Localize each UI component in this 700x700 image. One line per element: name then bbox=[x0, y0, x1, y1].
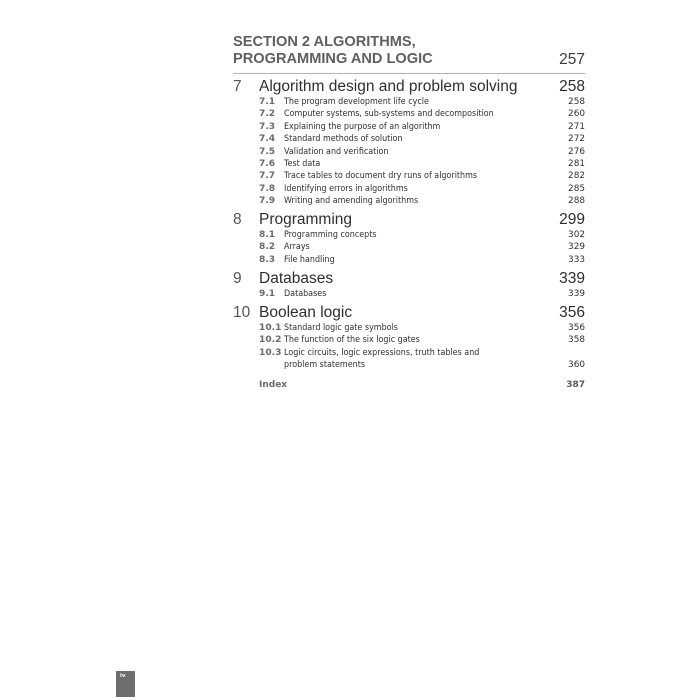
toc-entry[interactable] bbox=[233, 183, 585, 195]
subsection-number: 7.2 bbox=[259, 109, 276, 120]
toc-entry[interactable] bbox=[233, 121, 585, 133]
chapter-number: 7 bbox=[233, 78, 242, 95]
toc-entry[interactable] bbox=[233, 288, 585, 300]
subsection-page-number: 285 bbox=[568, 183, 585, 194]
chapter-number: 8 bbox=[233, 211, 242, 228]
chapter-7 bbox=[233, 78, 585, 208]
toc-entry[interactable] bbox=[233, 195, 585, 207]
chapter-page-number: 356 bbox=[559, 304, 585, 321]
subsection-title: Identifying errors in algorithms bbox=[284, 183, 408, 194]
subsection-number: 7.4 bbox=[259, 134, 276, 145]
toc-entry[interactable] bbox=[233, 322, 585, 334]
subsection-number: 10.1 bbox=[259, 323, 282, 333]
chapter-heading[interactable] bbox=[233, 211, 585, 229]
section-page-number: 257 bbox=[559, 51, 585, 68]
subsection-number: 7.7 bbox=[259, 171, 276, 182]
toc-entry[interactable] bbox=[233, 241, 585, 253]
subsection-page-number: 302 bbox=[568, 230, 585, 240]
subsection-title: Trace tables to document dry runs of algorithms bbox=[284, 171, 478, 182]
index-label: Index bbox=[259, 380, 288, 390]
subsection-title: Explaining the purpose of an algorithm bbox=[284, 121, 441, 132]
subsection-number: 7.9 bbox=[259, 196, 276, 207]
subsection-number: 7.6 bbox=[259, 159, 276, 170]
subsection-number: 7.5 bbox=[259, 146, 276, 157]
subsection-title: Validation and verification bbox=[284, 146, 389, 157]
index-entry[interactable] bbox=[259, 379, 585, 391]
subsection-title: Computer systems, sub-systems and decomposition bbox=[284, 109, 494, 120]
subsection-page-number: 339 bbox=[568, 289, 585, 299]
subsection-page-number: 358 bbox=[568, 335, 585, 346]
subsection-number: 8.1 bbox=[259, 230, 276, 240]
chapter-title: Boolean logic bbox=[259, 304, 353, 321]
chapter-page-number: 299 bbox=[559, 211, 585, 228]
section-title: SECTION 2 ALGORITHMS, PROGRAMMING AND LOGIC bbox=[233, 34, 433, 67]
section-divider bbox=[233, 73, 585, 74]
subsection-number: 8.3 bbox=[259, 254, 276, 265]
chapter-8 bbox=[233, 211, 585, 266]
chapter-page-number: 339 bbox=[559, 270, 585, 287]
subsection-page-number: 272 bbox=[568, 134, 585, 145]
chapter-number: 10 bbox=[233, 304, 251, 321]
chapter-page-number: 258 bbox=[559, 78, 585, 95]
chapter-title: Databases bbox=[259, 270, 334, 287]
index-page-number: 387 bbox=[566, 380, 585, 390]
chapter-number: 9 bbox=[233, 270, 242, 287]
subsection-page-number: 271 bbox=[568, 121, 585, 132]
toc-entry[interactable] bbox=[233, 334, 585, 346]
subsection-title: Logic circuits, logic expressions, truth tables and problem statements bbox=[284, 347, 480, 371]
subsection-title: Test data bbox=[284, 159, 321, 170]
subsection-page-number: 356 bbox=[568, 323, 585, 333]
page-folio: iv bbox=[120, 673, 126, 679]
subsection-number: 8.2 bbox=[259, 242, 276, 253]
subsection-title: The program development life cycle bbox=[284, 97, 429, 107]
subsection-title: Standard methods of solution bbox=[284, 134, 403, 145]
subsection-number: 7.1 bbox=[259, 97, 276, 107]
chapter-title: Programming bbox=[259, 211, 353, 228]
chapter-9 bbox=[233, 270, 585, 300]
subsection-page-number: 281 bbox=[568, 159, 585, 170]
toc-entry[interactable] bbox=[233, 146, 585, 158]
subsection-number: 10.3 bbox=[259, 347, 282, 358]
chapter-heading[interactable] bbox=[233, 304, 585, 322]
page-number-tab bbox=[116, 671, 135, 697]
toc-entry[interactable] bbox=[233, 347, 585, 372]
subsection-number: 10.2 bbox=[259, 335, 282, 346]
subsection-page-number: 276 bbox=[568, 146, 585, 157]
subsection-number: 9.1 bbox=[259, 289, 276, 299]
subsection-title: Databases bbox=[284, 289, 327, 299]
toc-entry[interactable] bbox=[233, 133, 585, 145]
subsection-title: Arrays bbox=[284, 242, 310, 253]
subsection-page-number: 329 bbox=[568, 242, 585, 253]
subsection-number: 7.3 bbox=[259, 121, 276, 132]
subsection-page-number: 360 bbox=[568, 360, 585, 371]
subsection-title: The function of the six logic gates bbox=[284, 335, 420, 346]
subsection-number: 7.8 bbox=[259, 183, 276, 194]
subsection-page-number: 288 bbox=[568, 196, 585, 207]
subsection-page-number: 333 bbox=[568, 254, 585, 265]
chapter-heading[interactable] bbox=[233, 270, 585, 288]
subsection-page-number: 260 bbox=[568, 109, 585, 120]
subsection-title: Writing and amending algorithms bbox=[284, 196, 419, 207]
section-heading bbox=[233, 34, 585, 70]
chapter-title: Algorithm design and problem solving bbox=[259, 78, 518, 95]
chapter-heading[interactable] bbox=[233, 78, 585, 96]
subsection-title: Standard logic gate symbols bbox=[284, 323, 398, 333]
subsection-page-number: 258 bbox=[568, 97, 585, 107]
toc-entry[interactable] bbox=[233, 96, 585, 108]
chapter-10 bbox=[233, 304, 585, 372]
toc-entry[interactable] bbox=[233, 170, 585, 182]
subsection-title: Programming concepts bbox=[284, 230, 377, 240]
toc-entry[interactable] bbox=[233, 254, 585, 266]
toc-entry[interactable] bbox=[233, 158, 585, 170]
subsection-title: File handling bbox=[284, 254, 335, 265]
toc-entry[interactable] bbox=[233, 229, 585, 241]
subsection-page-number: 282 bbox=[568, 171, 585, 182]
toc-entry[interactable] bbox=[233, 108, 585, 120]
